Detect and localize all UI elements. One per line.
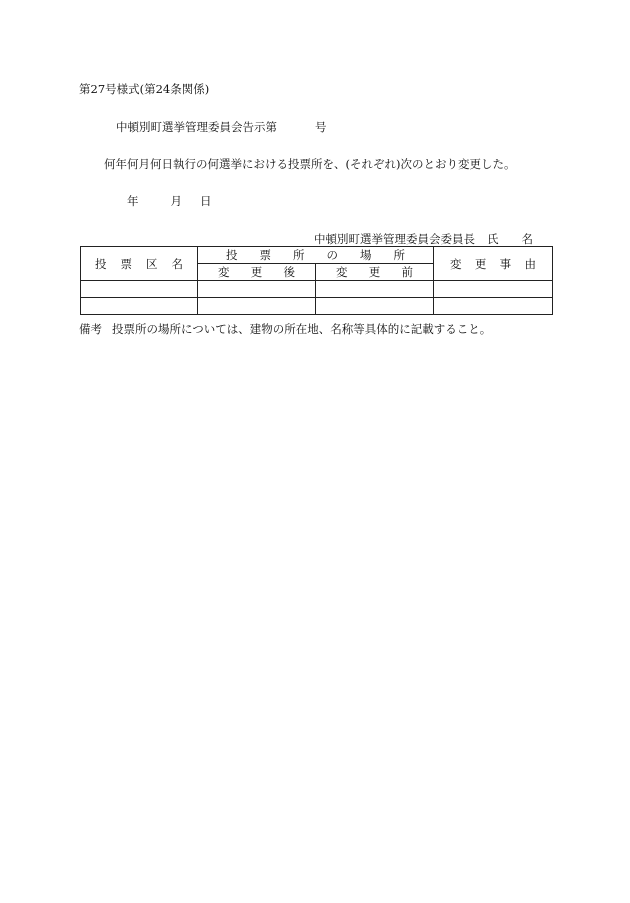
date-month: 月 (170, 194, 182, 208)
table-row (81, 298, 553, 315)
header-location: 投 票 所 の 場 所 (198, 247, 434, 264)
remarks-text: 投票所の場所については、建物の所在地、名称等具体的に記載すること。 (112, 322, 492, 336)
notice-number-line (116, 120, 327, 134)
notice-suffix: 号 (315, 120, 327, 134)
change-table (80, 246, 553, 315)
table-cell (316, 281, 434, 298)
table-cell (198, 281, 316, 298)
signature-title: 中頓別町選挙管理委員会委員長 (314, 232, 475, 246)
date-day: 日 (200, 194, 212, 208)
notice-prefix: 中頓別町選挙管理委員会告示第 (116, 120, 277, 134)
remarks-line (79, 322, 491, 336)
date-year: 年 (127, 194, 139, 208)
table-row (81, 281, 553, 298)
form-number: 第27号様式(第24条関係) (79, 82, 210, 96)
table-cell (81, 298, 198, 315)
remarks-label: 備考 (79, 322, 102, 336)
table-cell (316, 298, 434, 315)
body-text: 何年何月何日執行の何選挙における投票所を、(それぞれ)次のとおり変更した。 (104, 157, 516, 171)
table-cell (81, 281, 198, 298)
table-cell (434, 281, 553, 298)
header-before: 変 更 前 (316, 264, 434, 281)
table-cell (434, 298, 553, 315)
header-after: 変 更 後 (198, 264, 316, 281)
signature-name: 氏 名 (487, 232, 533, 246)
table-cell (198, 298, 316, 315)
header-reason: 変 更 事 由 (434, 247, 553, 281)
date-line (127, 194, 212, 208)
header-district: 投 票 区 名 (81, 247, 198, 281)
signature-line (314, 232, 533, 246)
